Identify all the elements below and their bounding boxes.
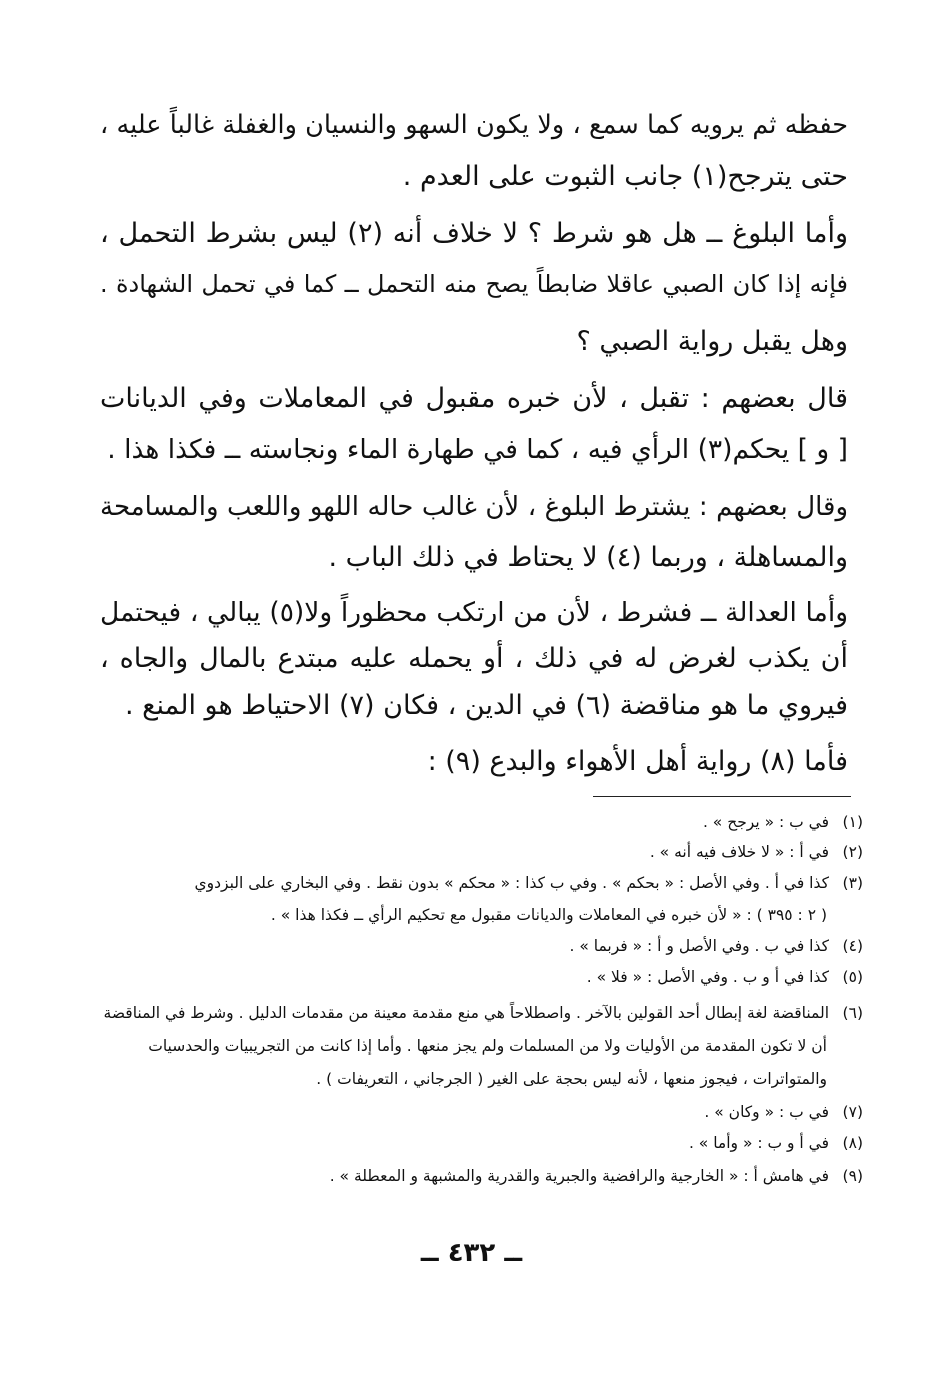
body-line: وأما العدالة ــ فشرط ، لأن من ارتكب محظوراً ولا(٥) يبالي ، فيحتمل xyxy=(100,597,848,628)
footnote xyxy=(78,1097,863,1127)
footnote-text: المناقضة لغة إبطال أحد القولين بالآخر . واصطلاحاً هي منع مقدمة معينة من مقدمات الدليل . وشرط في المناقضة xyxy=(103,1004,829,1022)
footnote-text: في ب : « يرجح » . xyxy=(702,813,829,831)
footnote-number: (٤) xyxy=(842,937,863,955)
footnote-text: في أ و ب : « وأما » . xyxy=(688,1134,829,1152)
footnote-number: (٣) xyxy=(842,874,863,892)
footnote-continuation xyxy=(78,1031,827,1061)
body-line: فإنه إذا كان الصبي عاقلا ضابطاً يصح منه التحمل ــ كما في تحمل الشهادة . xyxy=(100,270,848,298)
footnote-number: (٧) xyxy=(842,1103,863,1121)
body-line: وهل يقبل رواية الصبي ؟ xyxy=(576,326,848,357)
footnote-text: والمتواترات ، فيجوز منعها ، لأنه ليس بحجة على الغير ( الجرجاني ، التعريفات ) . xyxy=(316,1070,827,1088)
body-line: فأما (٨) رواية أهل الأهواء والبدع (٩) : xyxy=(427,746,848,777)
footnote-number: (٦) xyxy=(842,1004,863,1022)
body-line: وأما البلوغ ــ هل هو شرط ؟ لا خلاف أنه (٢) ليس بشرط التحمل ، xyxy=(100,218,848,249)
footnote xyxy=(78,962,863,992)
body-line: حتى يترجح(١) جانب الثبوت على العدم . xyxy=(402,161,848,192)
footnote xyxy=(78,998,863,1028)
footnote-number: (٨) xyxy=(842,1134,863,1152)
footnote-text: كذا في أ و ب . وفي الأصل : « فلا » . xyxy=(586,968,829,986)
footnote-continuation xyxy=(78,1064,827,1094)
body-line: فيروي ما هو مناقضة (٦) في الدين ، فكان (٧) الاحتياط هو المنع . xyxy=(124,690,848,721)
footnote xyxy=(78,1128,863,1158)
body-line: أن يكذب لغرض له في ذلك ، أو يحمله عليه مبتدع بالمال والجاه ، xyxy=(100,643,848,674)
footnote-number: (١) xyxy=(842,813,863,831)
footnote xyxy=(78,837,863,867)
body-line: حفظه ثم يرويه كما سمع ، ولا يكون السهو والنسيان والغفلة غالباً عليه ، xyxy=(100,110,848,140)
body-line: وقال بعضهم : يشترط البلوغ ، لأن غالب حاله اللهو واللعب والمسامحة xyxy=(100,492,848,522)
body-line: قال بعضهم : تقبل ، لأن خبره مقبول في المعاملات وفي الديانات xyxy=(100,383,848,414)
footnote-number: (٩) xyxy=(842,1167,863,1185)
footnote-text: في أ : « لا خلاف فيه أنه » . xyxy=(649,843,829,861)
footnote xyxy=(78,868,863,898)
body-line: والمساهلة ، وربما (٤) لا يحتاط في ذلك الباب . xyxy=(328,542,848,573)
footnote-text: في ب : « وكان » . xyxy=(704,1103,829,1121)
body-line: [ و ] يحكم(٣) الرأي فيه ، كما في طهارة الماء ونجاسته ــ فكذا هذا . xyxy=(107,434,848,465)
footnote xyxy=(78,807,863,837)
footnote-number: (٥) xyxy=(842,968,863,986)
footnote-text: في هامش أ : « الخارجية والرافضية والجبرية والقدرية والمشبهة و المعطلة » . xyxy=(329,1167,829,1185)
footnote-divider xyxy=(593,796,851,797)
footnote-number: (٢) xyxy=(842,843,863,861)
footnote-text: كذا في أ . وفي الأصل : « بحكم » . وفي ب كذا : « محكم » بدون نقط . وفي البخاري على البزدوي xyxy=(194,874,829,892)
footnote xyxy=(78,931,863,961)
footnote-continuation xyxy=(78,900,827,930)
footnote-text: أن لا تكون المقدمة من الأوليات ولا من المسلمات ولم يجز منعها . وأما إذا كانت من التجريبيات والحدسيات xyxy=(148,1037,827,1055)
footnote-text: ( ٢ : ٣٩٥ ) : « لأن خبره في المعاملات والديانات مقبول مع تحكيم الرأي ــ فكذا هذا » . xyxy=(270,906,827,924)
page-number: ــ ٤٣٢ ــ xyxy=(420,1238,523,1268)
footnote xyxy=(78,1161,863,1191)
footnote-text: كذا في ب . وفي الأصل و أ : « فربما » . xyxy=(569,937,829,955)
